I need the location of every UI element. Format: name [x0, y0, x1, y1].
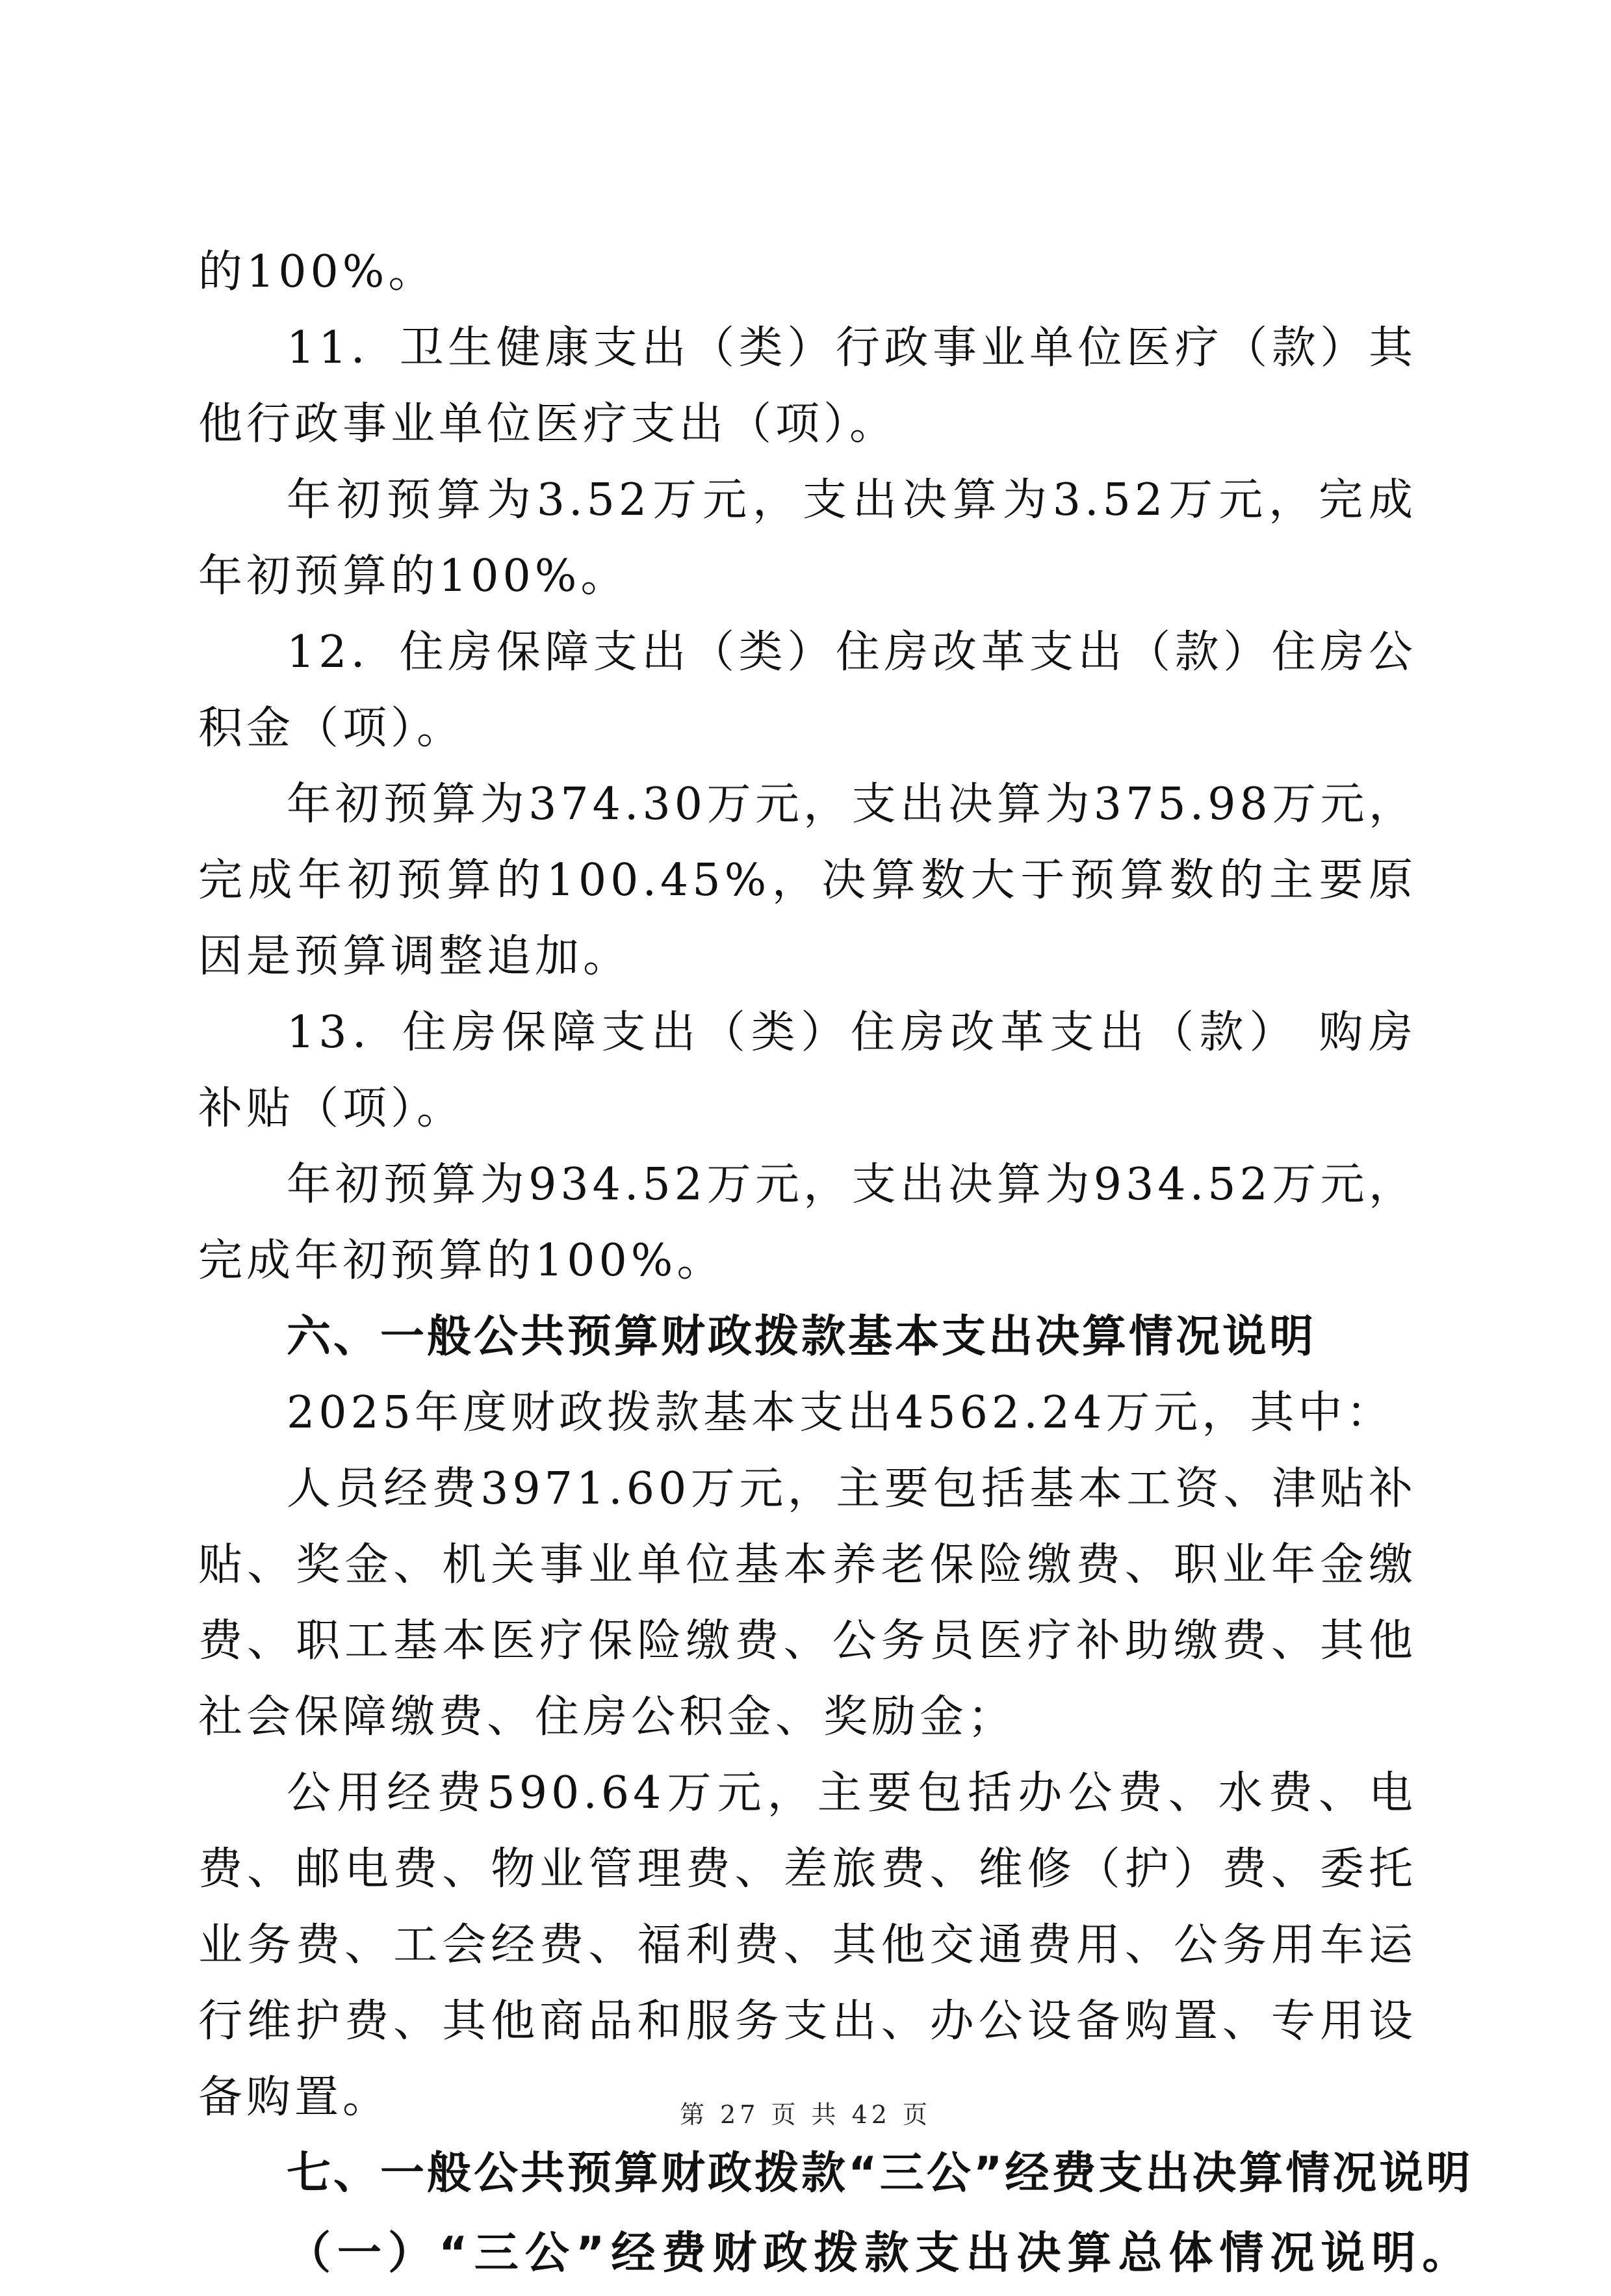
- body-paragraph: 11．卫生健康支出（类）行政事业单位医疗（款）其他行政事业单位医疗支出（项）。: [198, 322, 1417, 450]
- subsection-heading: （一）“三公”经费财政拨款支出决算总体情况说明。: [287, 2228, 1473, 2279]
- body-paragraph: 年初预算为3.52万元，支出决算为3.52万元，完成年初预算的100%。: [198, 475, 1417, 602]
- body-paragraph: 人员经费3971.60万元，主要包括基本工资、津贴补贴、奖金、机关事业单位基本养老保险缴费、职业年金缴费、职工基本医疗保险缴费、公务员医疗补助缴费、其他社会保障缴费、住房公积金、奖励金；: [198, 1463, 1417, 1743]
- body-paragraph: 12．住房保障支出（类）住房改革支出（款）住房公积金（项）。: [198, 627, 1417, 754]
- body-paragraph: 公用经费590.64万元，主要包括办公费、水费、电费、邮电费、物业管理费、差旅费、维修（护）费、委托业务费、工会经费、福利费、其他交通费用、公务用车运行维护费、其他商品和服务支出、办公设备购置、专用设备购置。: [198, 1768, 1417, 2123]
- body-paragraph: 年初预算为374.30万元，支出决算为375.98万元，完成年初预算的100.45%，决算数大于预算数的主要原因是预算调整追加。: [198, 779, 1417, 982]
- body-paragraph: 年初预算为934.52万元，支出决算为934.52万元，完成年初预算的100%。: [198, 1159, 1417, 1286]
- section-heading: 六、一般公共预算财政拨款基本支出决算情况说明: [287, 1311, 1317, 1363]
- body-paragraph: 2025年度财政拨款基本支出4562.24万元，其中：: [287, 1387, 1395, 1439]
- page-footer: 第 27 页 共 42 页: [679, 2100, 932, 2129]
- body-paragraph: 的100%。: [198, 246, 437, 298]
- document-body: [198, 234, 1473, 2296]
- body-paragraph: 13．住房保障支出（类）住房改革支出（款） 购房补贴（项）。: [198, 1007, 1417, 1134]
- section-heading: 七、一般公共预算财政拨款“三公”经费支出决算情况说明: [287, 2148, 1473, 2199]
